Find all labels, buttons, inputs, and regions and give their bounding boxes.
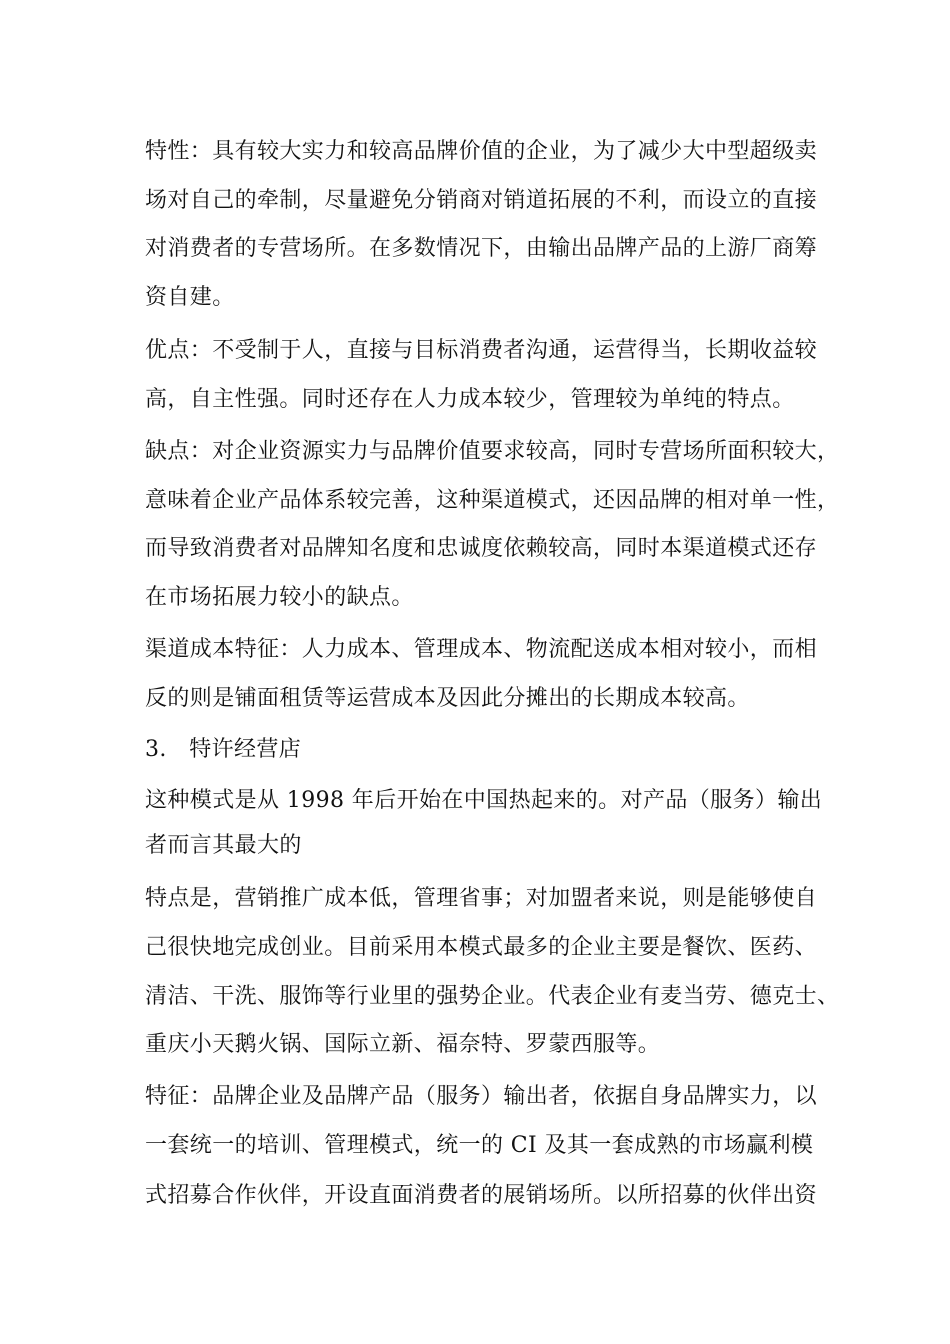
text-line: 清洁、干洗、服饰等行业里的强势企业。代表企业有麦当劳、德克士、 — [145, 984, 840, 1009]
section-heading: 3. 特许经营店 — [145, 737, 302, 762]
text-line: 资自建。 — [145, 285, 235, 310]
text-line: 一套统一的培训、管理模式，统一的 CI 及其一套成熟的市场赢利模 — [145, 1133, 814, 1158]
text-line: 特征：品牌企业及品牌产品（服务）输出者，依据自身品牌实力，以 — [145, 1084, 818, 1109]
text-line: 场对自己的牵制，尽量避免分销商对销道拓展的不利，而设立的直接 — [145, 188, 818, 213]
text-line: 这种模式是从 1998 年后开始在中国热起来的。对产品（服务）输出 — [145, 788, 823, 813]
text-line: 优点：不受制于人，直接与目标消费者沟通，运营得当，长期收益较 — [145, 338, 818, 363]
text-line: 特性：具有较大实力和较高品牌价值的企业，为了减少大中型超级卖 — [145, 139, 818, 164]
text-line: 渠道成本特征：人力成本、管理成本、物流配送成本相对较小，而相 — [145, 637, 818, 662]
text-line: 高，自主性强。同时还存在人力成本较少，管理较为单纯的特点。 — [145, 387, 795, 412]
text-line: 对消费者的专营场所。在多数情况下，由输出品牌产品的上游厂商筹 — [145, 236, 818, 261]
text-line: 者而言其最大的 — [145, 833, 302, 858]
text-line: 特点是，营销推广成本低，管理省事；对加盟者来说，则是能够使自 — [145, 886, 818, 911]
text-line: 意味着企业产品体系较完善，这种渠道模式，还因品牌的相对单一性， — [145, 488, 840, 513]
text-line: 缺点：对企业资源实力与品牌价值要求较高，同时专营场所面积较大， — [145, 439, 840, 464]
text-line: 式招募合作伙伴，开设直面消费者的展销场所。以所招募的伙伴出资 — [145, 1183, 818, 1208]
text-line: 己很快地完成创业。目前采用本模式最多的企业主要是餐饮、医药、 — [145, 935, 818, 960]
text-line: 在市场拓展力较小的缺点。 — [145, 585, 414, 610]
text-line: 重庆小天鹅火锅、国际立新、福奈特、罗蒙西服等。 — [145, 1032, 661, 1057]
text-line: 反的则是铺面租赁等运营成本及因此分摊出的长期成本较高。 — [145, 686, 750, 711]
text-line: 而导致消费者对品牌知名度和忠诚度依赖较高，同时本渠道模式还存 — [145, 536, 818, 561]
